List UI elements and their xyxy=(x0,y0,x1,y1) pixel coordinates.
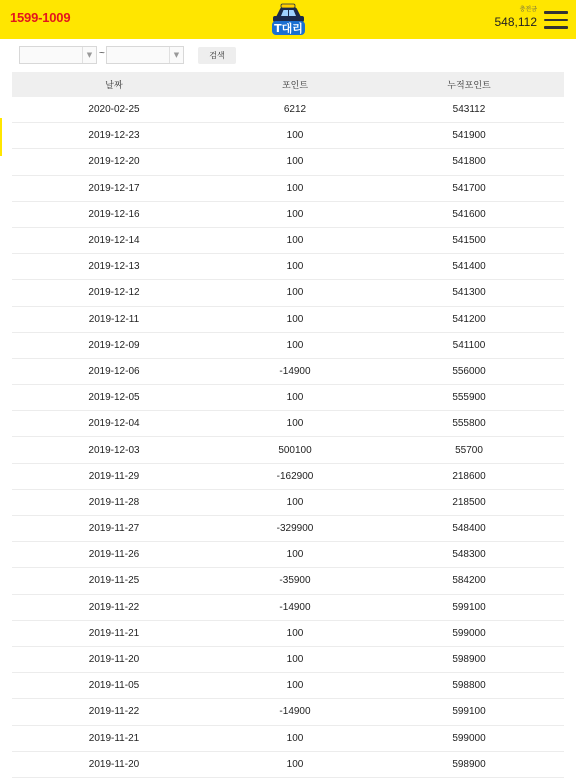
row-date: 2019-12-23 xyxy=(88,130,140,142)
table-header xyxy=(12,72,564,97)
table-row xyxy=(12,516,564,542)
row-date: 2019-12-20 xyxy=(88,156,140,168)
row-points: 100 xyxy=(286,339,304,351)
row-date: 2019-12-04 xyxy=(88,418,140,430)
row-points: 100 xyxy=(286,654,304,666)
row-date: 2019-11-20 xyxy=(88,654,140,666)
row-cumulative: 548300 xyxy=(452,549,486,561)
row-cumulative: 556000 xyxy=(452,365,486,377)
row-points: -329900 xyxy=(276,523,314,535)
row-points: 100 xyxy=(286,627,304,639)
balance-value: 548,112 xyxy=(494,15,537,29)
table-row xyxy=(12,752,564,778)
row-points: 100 xyxy=(286,313,304,325)
row-date: 2019-11-26 xyxy=(88,549,140,561)
row-cumulative: 598900 xyxy=(452,758,486,770)
row-date: 2019-11-05 xyxy=(88,680,140,692)
date-filter xyxy=(19,46,319,65)
row-date: 2019-12-05 xyxy=(88,392,140,404)
row-date: 2019-11-21 xyxy=(88,627,140,639)
row-cumulative: 541500 xyxy=(452,235,486,247)
row-cumulative: 543112 xyxy=(452,104,486,116)
app-header xyxy=(0,0,576,39)
row-points: -14900 xyxy=(279,706,311,718)
tdaeri-logo[interactable] xyxy=(269,3,307,36)
row-points: 100 xyxy=(286,156,304,168)
row-date: 2019-11-25 xyxy=(88,575,140,587)
start-date-select[interactable] xyxy=(19,46,97,64)
row-points: 100 xyxy=(286,418,304,430)
row-points: 500100 xyxy=(278,444,312,456)
search-button[interactable]: 검색 xyxy=(198,47,236,64)
table-row xyxy=(12,464,564,490)
row-points: 100 xyxy=(286,287,304,299)
row-points: 100 xyxy=(286,549,304,561)
points-history-table xyxy=(12,72,564,778)
table-row xyxy=(12,307,564,333)
row-date: 2019-11-29 xyxy=(88,470,140,482)
row-date: 2019-11-20 xyxy=(88,758,140,770)
row-points: 100 xyxy=(286,758,304,770)
row-cumulative: 541700 xyxy=(452,182,486,194)
table-row xyxy=(12,359,564,385)
row-cumulative: 599100 xyxy=(452,601,486,613)
row-cumulative: 599000 xyxy=(452,627,486,639)
table-row xyxy=(12,333,564,359)
row-cumulative: 541300 xyxy=(452,287,486,299)
row-cumulative: 541400 xyxy=(452,261,486,273)
table-row xyxy=(12,202,564,228)
table-row xyxy=(12,726,564,752)
row-points: -35900 xyxy=(279,575,311,587)
table-row xyxy=(12,647,564,673)
row-points: 100 xyxy=(286,732,304,744)
phone-number[interactable]: 1599-1009 xyxy=(10,10,71,25)
row-date: 2019-12-06 xyxy=(88,365,140,377)
balance-display xyxy=(495,6,538,29)
row-date: 2019-12-14 xyxy=(88,235,140,247)
row-points: 100 xyxy=(286,680,304,692)
row-date: 2019-11-22 xyxy=(88,601,140,613)
row-cumulative: 541600 xyxy=(452,208,486,220)
row-cumulative: 598900 xyxy=(452,654,486,666)
chevron-down-icon: ▼ xyxy=(82,47,96,63)
table-row xyxy=(12,411,564,437)
table-row xyxy=(12,699,564,725)
row-date: 2019-12-09 xyxy=(88,339,140,351)
table-row xyxy=(12,176,564,202)
row-points: 100 xyxy=(286,392,304,404)
row-date: 2019-12-16 xyxy=(88,208,140,220)
table-row xyxy=(12,568,564,594)
row-cumulative: 598800 xyxy=(452,680,486,692)
row-date: 2019-12-13 xyxy=(88,261,140,273)
table-row xyxy=(12,97,564,123)
row-date: 2019-12-12 xyxy=(88,287,140,299)
column-header-points: 포인트 xyxy=(281,81,309,91)
table-row xyxy=(12,673,564,699)
row-date: 2020-02-25 xyxy=(88,104,140,116)
car-logo-icon xyxy=(269,3,307,36)
table-row xyxy=(12,542,564,568)
row-date: 2019-11-22 xyxy=(88,706,140,718)
row-cumulative: 541800 xyxy=(452,156,486,168)
row-date: 2019-12-03 xyxy=(88,444,140,456)
row-points: 100 xyxy=(286,130,304,142)
row-points: -14900 xyxy=(279,365,311,377)
row-points: 100 xyxy=(286,235,304,247)
table-row xyxy=(12,149,564,175)
row-cumulative: 541100 xyxy=(452,339,486,351)
row-date: 2019-11-28 xyxy=(88,496,140,508)
row-date: 2019-11-27 xyxy=(88,523,140,535)
row-cumulative: 218600 xyxy=(452,470,486,482)
table-row xyxy=(12,385,564,411)
table-row xyxy=(12,437,564,463)
row-cumulative: 599100 xyxy=(452,706,486,718)
end-date-select[interactable] xyxy=(106,46,184,64)
row-points: 100 xyxy=(286,182,304,194)
table-row xyxy=(12,280,564,306)
row-cumulative: 548400 xyxy=(452,523,486,535)
row-points: -14900 xyxy=(279,601,311,613)
row-points: 6212 xyxy=(283,104,307,116)
hamburger-menu-icon[interactable] xyxy=(544,10,568,30)
column-header-cumulative: 누적포인트 xyxy=(447,81,491,91)
table-body xyxy=(12,97,564,778)
row-points: 100 xyxy=(286,261,304,273)
table-row xyxy=(12,621,564,647)
table-row xyxy=(12,595,564,621)
chevron-down-icon: ▼ xyxy=(169,47,183,63)
table-row xyxy=(12,228,564,254)
table-row xyxy=(12,123,564,149)
row-cumulative: 218500 xyxy=(452,496,486,508)
left-edge-marker xyxy=(0,118,2,156)
row-cumulative: 541200 xyxy=(452,313,486,325)
row-cumulative: 555900 xyxy=(452,392,486,404)
row-points: 100 xyxy=(286,208,304,220)
row-cumulative: 599000 xyxy=(452,732,486,744)
logo-text: T대리 xyxy=(274,22,303,35)
row-cumulative: 584200 xyxy=(452,575,486,587)
row-date: 2019-11-21 xyxy=(88,732,140,744)
table-row xyxy=(12,254,564,280)
row-date: 2019-12-11 xyxy=(88,313,140,325)
row-cumulative: 55700 xyxy=(455,444,483,456)
balance-label: 충전금 xyxy=(519,7,537,13)
row-points: 100 xyxy=(286,496,304,508)
date-range-separator: ~ xyxy=(99,48,105,59)
column-header-date: 날짜 xyxy=(105,81,123,91)
row-date: 2019-12-17 xyxy=(88,182,140,194)
row-cumulative: 555800 xyxy=(452,418,486,430)
row-cumulative: 541900 xyxy=(452,130,486,142)
row-points: -162900 xyxy=(276,470,314,482)
table-row xyxy=(12,490,564,516)
